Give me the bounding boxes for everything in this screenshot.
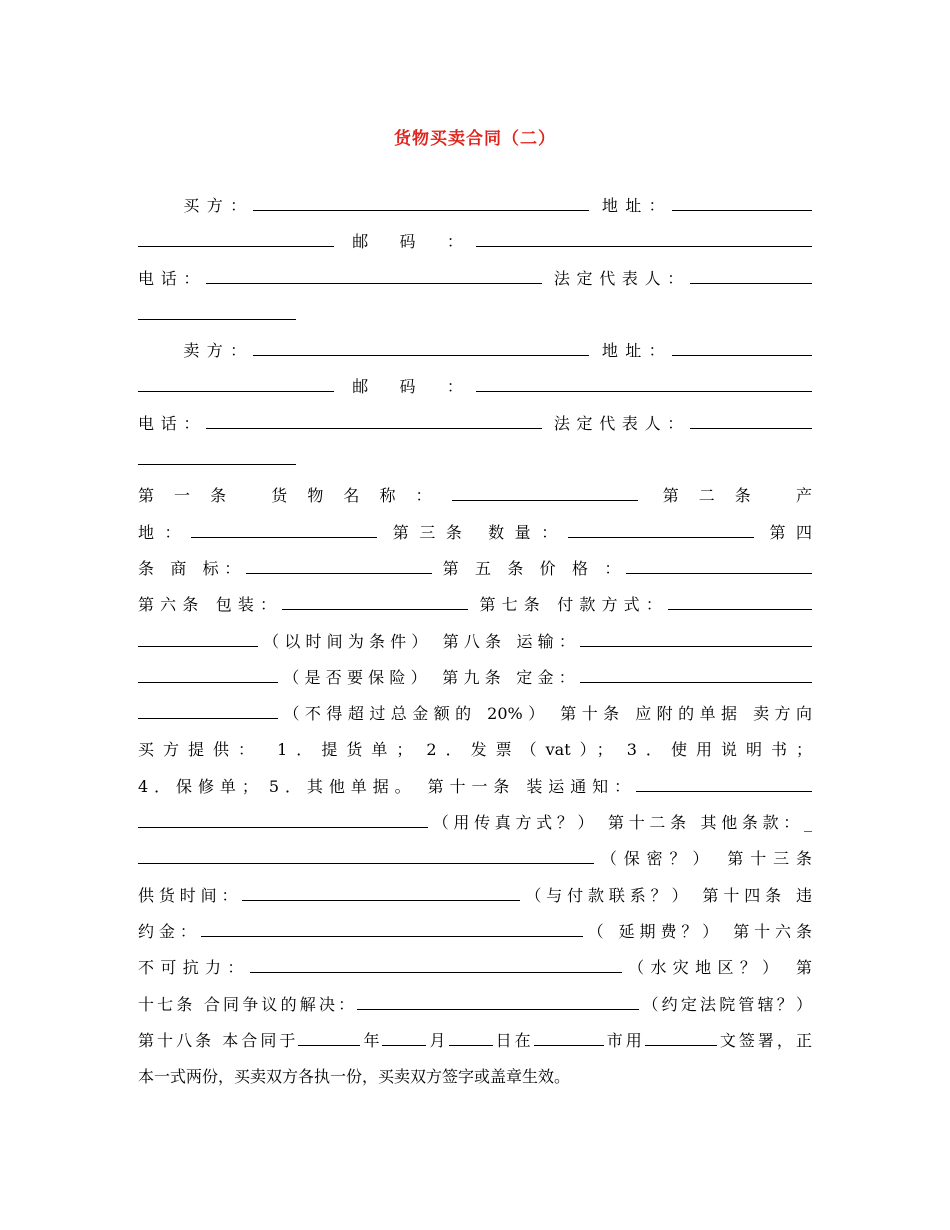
clause-7-note: （以时间为条件） — [258, 631, 433, 651]
seller-phone-blank[interactable] — [206, 416, 542, 429]
seller-phone-label: 电话： — [138, 413, 207, 433]
clause-2-blank[interactable] — [191, 525, 377, 538]
buyer-label: 买方： — [176, 196, 254, 215]
buyer-postcode-label: 邮 码 ： — [352, 232, 476, 252]
clause-17-line-b — [138, 987, 812, 1023]
buyer-address-blank-2[interactable] — [138, 234, 334, 247]
clause-6-line — [138, 587, 812, 623]
clause-12-dash: _ — [804, 813, 812, 833]
clause-1-blank[interactable] — [452, 488, 638, 501]
clause-9-blank-2[interactable] — [138, 706, 278, 719]
closing-line — [138, 1059, 812, 1095]
clause-10-item-2: 2．发票（vat）； — [426, 740, 613, 760]
seller-address-blank-2[interactable] — [138, 379, 334, 392]
clause-6-blank[interactable] — [282, 597, 468, 610]
buyer-phone-line — [138, 261, 812, 297]
seller-legal-rep-label: 法定代表人： — [553, 413, 690, 433]
clause-9-note: （不得超过总金额的 20%） — [278, 704, 550, 724]
year-label: 年 — [360, 1030, 383, 1050]
clause-7-blank[interactable] — [668, 597, 812, 610]
clause-14-line — [138, 878, 812, 914]
clause-1-line — [138, 478, 812, 514]
buyer-phone-blank[interactable] — [206, 271, 542, 284]
seller-legal-rep-blank[interactable] — [690, 416, 812, 429]
buyer-legal-rep-blank-2[interactable] — [138, 307, 296, 320]
month-label: 月 — [426, 1030, 449, 1050]
clause-8-line — [138, 624, 812, 660]
clause-12-note: （保密？） — [594, 849, 716, 869]
clause-11-blank-2[interactable] — [138, 815, 428, 828]
clause-18-label: 第十八条 本合同于 — [138, 1030, 299, 1050]
clause-14-label: 第十四条 违 — [702, 885, 812, 905]
month-blank[interactable] — [382, 1033, 426, 1046]
clause-13-label: 第十三条 — [727, 849, 812, 869]
clause-11-line — [138, 769, 812, 805]
seller-postcode-blank[interactable] — [476, 379, 812, 392]
seller-postcode-label: 邮 码 ： — [352, 377, 476, 397]
clause-2-label-b: 地： — [138, 522, 192, 542]
clause-7-blank-2[interactable] — [138, 634, 258, 647]
clause-16-line — [138, 914, 812, 950]
clause-12-blank[interactable] — [138, 851, 594, 864]
buyer-legal-rep-label: 法定代表人： — [553, 268, 690, 288]
clause-11-blank[interactable] — [636, 779, 812, 792]
clause-16-label-b: 不可抗力： — [138, 958, 250, 978]
clause-3-label: 第三条 数量： — [392, 522, 568, 542]
seller-label: 卖方： — [176, 341, 254, 361]
clause-17-label: 第 — [795, 958, 812, 978]
clause-10-item-4: 4．保修单； — [138, 776, 258, 796]
clause-8-label: 第八条 运输： — [442, 631, 580, 651]
clause-10-text-a: 卖方向 — [753, 704, 813, 724]
buyer-legal-rep-blank[interactable] — [690, 271, 812, 284]
clause-16-blank[interactable] — [250, 960, 622, 973]
buyer-address-label: 地址： — [601, 196, 672, 215]
clause-18-line — [138, 1023, 812, 1059]
clause-9-line — [138, 660, 812, 696]
clause-11-note: （用传真方式？） — [428, 813, 599, 833]
clause-17-label-b: 十七条 合同争议的解决： — [138, 994, 358, 1014]
clause-10-item-3: 3．使用说明书； — [626, 740, 812, 760]
clause-5-label: 第 五 条 价 格 ： — [442, 558, 626, 578]
clause-5-blank[interactable] — [626, 561, 812, 574]
clause-8-blank[interactable] — [580, 634, 812, 647]
clause-4-line — [138, 551, 812, 587]
clause-2-line — [138, 515, 812, 551]
clause-9-blank[interactable] — [580, 670, 812, 683]
clause-16-label: 第十六条 — [733, 921, 812, 941]
seller-name-blank[interactable] — [253, 343, 589, 356]
clause-13-blank[interactable] — [242, 888, 520, 901]
clause-4-label: 第四 — [769, 522, 812, 542]
clause-12-label: 第十二条 其他条款： — [608, 813, 804, 833]
clause-6-label: 第六条 包装： — [138, 595, 283, 615]
clause-10-item-1: 1．提货单； — [277, 740, 413, 760]
seller-postcode-line — [138, 369, 812, 405]
buyer-postcode-line — [138, 224, 812, 260]
clause-10-line — [138, 696, 812, 732]
day-blank[interactable] — [449, 1033, 493, 1046]
clause-2-label: 第二条 产 — [662, 486, 812, 506]
clause-8-blank-2[interactable] — [138, 670, 278, 683]
clause-13-note: （与付款联系？） — [520, 885, 693, 905]
buyer-phone-label: 电话： — [138, 268, 207, 288]
clause-7-label: 第七条 付款方式： — [479, 595, 668, 615]
clause-10-label: 第十条 应附的单据 — [560, 704, 743, 724]
clause-13-label-b: 供货时间： — [138, 885, 243, 905]
buyer-name-blank[interactable] — [253, 198, 589, 211]
clause-17-blank[interactable] — [357, 997, 639, 1010]
day-label: 日在 — [492, 1030, 534, 1050]
clause-9-label: 第九条 定金： — [442, 667, 580, 687]
language-label: 文签署，正 — [716, 1030, 812, 1050]
clause-8-note: （是否要保险） — [278, 667, 432, 687]
clause-4-label-b: 条 商 标： — [138, 558, 246, 578]
buyer-line — [138, 188, 812, 224]
closing-text: 本一式两份，买卖双方各执一份，买卖双方签字或盖章生效。 — [138, 1067, 571, 1087]
city-label: 市用 — [603, 1030, 645, 1050]
clause-14-note: （ 延期费？） — [582, 921, 724, 941]
buyer-address-blank[interactable] — [672, 198, 812, 211]
buyer-legal-rep-line-2 — [138, 297, 812, 333]
seller-address-label: 地址： — [601, 341, 672, 361]
seller-line — [138, 333, 812, 369]
clause-13-line — [138, 841, 812, 877]
clause-10-items-line — [138, 732, 812, 768]
clause-14-blank[interactable] — [201, 924, 583, 937]
clause-17-note: （约定法院管辖？） — [639, 994, 812, 1014]
seller-phone-line — [138, 406, 812, 442]
contract-body — [138, 188, 812, 1095]
clause-10-text-b: 买方提供： — [138, 740, 264, 760]
buyer-postcode-blank[interactable] — [476, 234, 812, 247]
clause-1-label: 第一条 货物名称： — [138, 486, 452, 506]
document-title: 货物买卖合同（二） — [394, 129, 556, 149]
clause-16-note: （水灾地区？） — [621, 958, 785, 978]
seller-legal-rep-blank-2[interactable] — [138, 452, 296, 465]
year-blank[interactable] — [298, 1033, 360, 1046]
clause-12-line — [138, 805, 812, 841]
clause-11-label: 第十一条 装运通知： — [427, 776, 637, 796]
clause-17-line — [138, 950, 812, 986]
language-blank[interactable] — [645, 1033, 717, 1046]
intro-line — [138, 442, 812, 478]
clause-14-label-b: 约金： — [138, 921, 201, 941]
city-blank[interactable] — [534, 1033, 604, 1046]
clause-3-blank[interactable] — [568, 525, 754, 538]
clause-4-blank[interactable] — [246, 561, 432, 574]
clause-10-item-5: 5．其他单据。 — [268, 776, 417, 796]
seller-address-blank[interactable] — [672, 343, 812, 356]
